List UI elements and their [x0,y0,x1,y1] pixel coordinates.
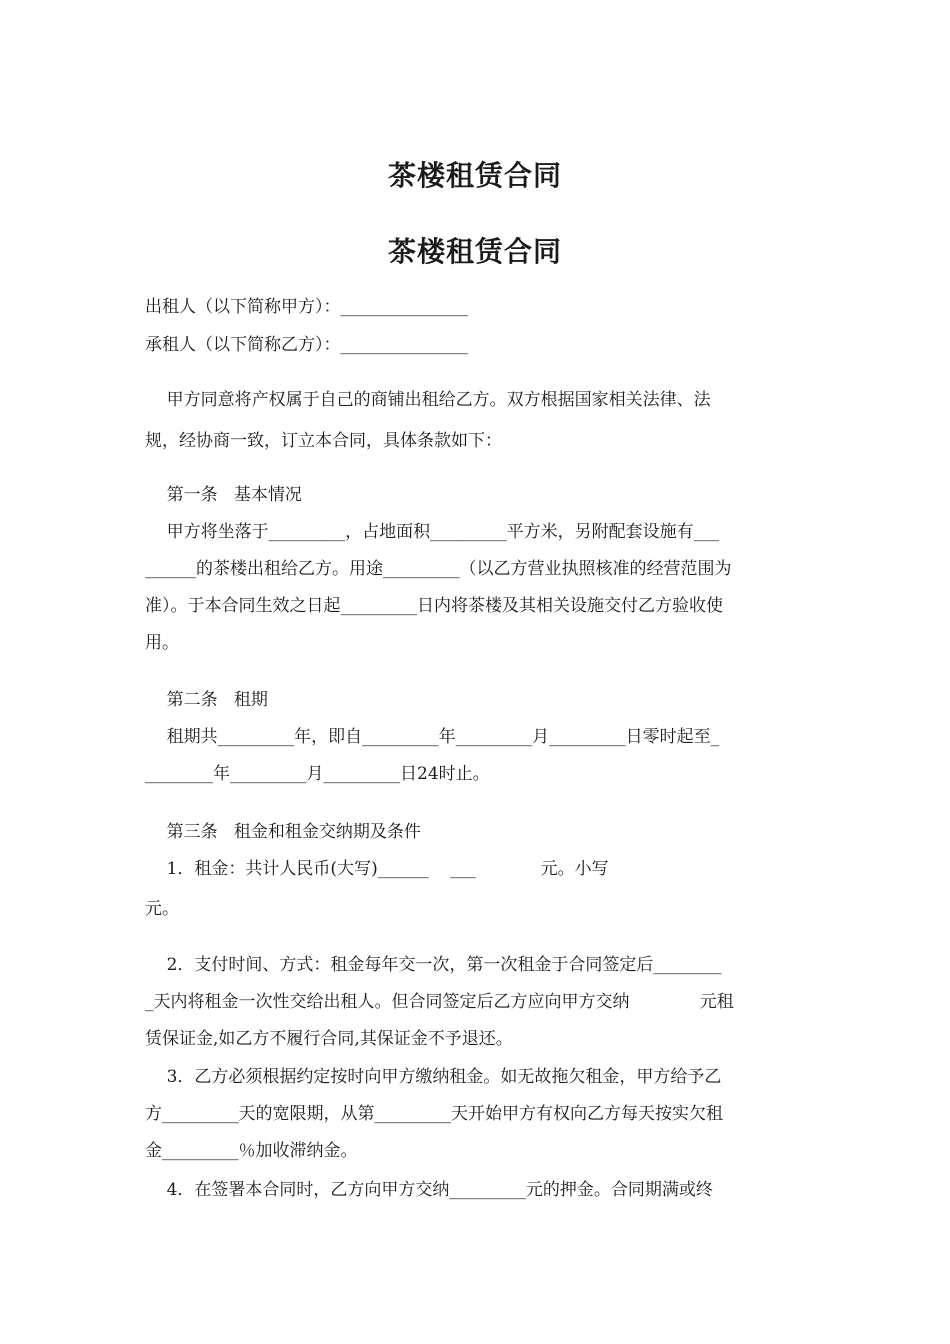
article-3-item-2-line-2: _天内将租金一次性交给出租人。但合同签定后乙方应向甲方交纳 元租 [145,992,734,1012]
article-1-line-3: 准）。于本合同生效之日起_________日内将茶楼及其相关设施交付乙方验收使 [145,596,723,616]
preamble-line-2: 规，经协商一致，订立本合同，具体条款如下： [145,431,502,451]
article-3-item-3-line-2: 方_________天的宽限期，从第_________天开始甲方有权向乙方每天按实欠租 [145,1104,723,1124]
article-3-item-2-line-1: 2．支付时间、方式：租金每年交一次，第一次租金于合同签定后________ [145,955,722,975]
article-3-item-1-line-1: 1．租金：共计人民币(大写)______ ___ 元。小写 [145,859,609,879]
preamble-line-1: 甲方同意将产权属于自己的商铺出租给乙方。双方根据国家相关法律、法 [145,390,711,410]
article-3-heading: 第三条 租金和租金交纳期及条件 [145,822,421,842]
document-title: 茶楼租赁合同 [387,159,562,192]
article-1-line-1: 甲方将坐落于_________，占地面积_________平方米，另附配套设施有___ [145,522,720,542]
article-2-line-2: ________年_________月_________日24时止。 [145,764,490,784]
article-3-item-4-line-1: 4．在签署本合同时，乙方向甲方交纳_________元的押金。合同期满或终 [145,1180,713,1200]
article-1-line-2: ______的茶楼出租给乙方。用途_________（以乙方营业执照核准的经营范围为 [145,559,732,579]
article-1-line-4: 用。 [145,633,179,653]
article-1-heading: 第一条 基本情况 [145,485,302,505]
lessor-line: 出租人（以下简称甲方）：_______________ [145,297,468,317]
document-subtitle: 茶楼租赁合同 [387,235,562,268]
lessee-line: 承租人（以下简称乙方）：_______________ [145,335,468,355]
article-3-item-2-line-3: 赁保证金,如乙方不履行合同,其保证金不予退还。 [145,1029,513,1049]
article-2-heading: 第二条 租期 [145,690,268,710]
article-3-item-3-line-1: 3．乙方必须根据约定按时向甲方缴纳租金。如无故拖欠租金，甲方给予乙 [145,1067,722,1087]
article-3-item-3-line-3: 金_________％加收滞纳金。 [145,1141,358,1161]
article-2-line-1: 租期共_________年，即自_________年_________月_________日零时起至_ [145,727,720,747]
article-3-item-1-line-2: 元。 [145,899,179,919]
